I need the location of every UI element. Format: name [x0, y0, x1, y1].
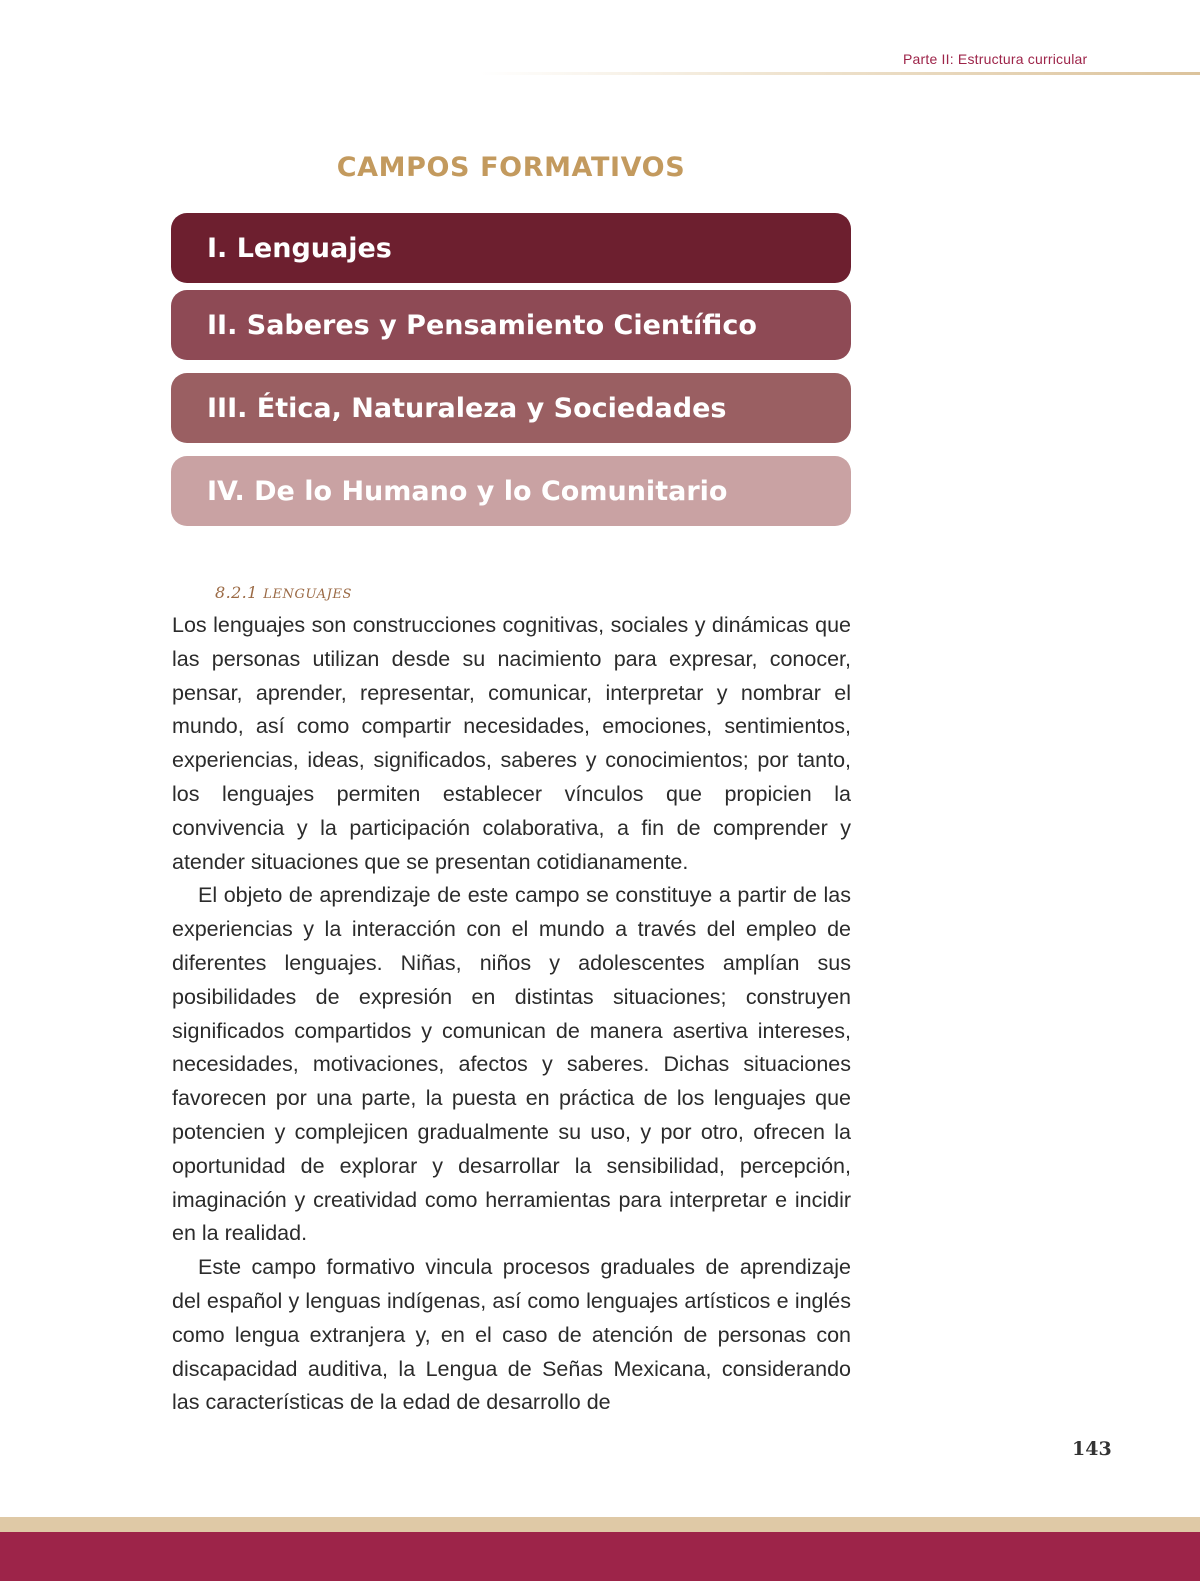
campo-label: III. Ética, Naturaleza y Sociedades: [207, 392, 727, 424]
campo-label: II. Saberes y Pensamiento Científico: [207, 309, 757, 341]
running-header: Parte II: Estructura curricular: [903, 51, 1088, 67]
campo-saberes: [171, 290, 851, 360]
footer-band: [0, 1532, 1200, 1581]
footer-strip: [0, 1517, 1200, 1532]
campo-label: I. Lenguajes: [207, 232, 392, 264]
campo-label: IV. De lo Humano y lo Comunitario: [207, 475, 728, 507]
campo-humano: [171, 456, 851, 526]
page-number: 143: [1072, 1438, 1112, 1460]
campo-lenguajes: [171, 213, 851, 283]
campos-title: CAMPOS FORMATIVOS: [336, 152, 686, 183]
paragraph: El objeto de aprendizaje de este campo se constituye a partir de las experiencias y la interacción con el mundo a través del empleo de diferentes lenguajes. Niñas, niños y adolescentes amplían sus posibilidades de expresión en distintas situaciones; construyen significados compartidos y comunican de manera asertiva intereses, necesidades, motivaciones, afectos y saberes. Dichas situaciones favorecen por una parte, la puesta en práctica de los lenguajes que potencien y complejicen gradualmente su uso, y por otro, ofrecen la oportunidad de explorar y desarrollar la sensibilidad, percepción, imaginación y creatividad como herramientas para interpretar e incidir en la realidad.: [172, 883, 851, 1246]
section-heading: [215, 583, 352, 602]
body-text: [172, 609, 851, 1420]
section-title: LENGUAJES: [263, 587, 353, 602]
paragraph: Este campo formativo vincula procesos graduales de aprendizaje del español y lenguas indígenas, así como lenguajes artísticos e inglés como lengua extranjera y, en el caso de atención de personas con discapacidad auditiva, la Lengua de Señas Mexicana, considerando las características de la edad de desarrollo de: [172, 1255, 851, 1415]
header-divider: [480, 72, 1200, 75]
section-number: 8.2.1: [215, 583, 258, 602]
paragraph: Los lenguajes son construcciones cognitivas, sociales y dinámicas que las personas utilizan desde su nacimiento para expresar, conocer, pensar, aprender, representar, comunicar, interpretar y nombrar el mundo, así como compartir necesidades, emociones, sentimientos, experiencias, ideas, significados, saberes y conocimientos; por tanto, los lenguajes permiten establecer vínculos que propicien la convivencia y la participación colaborativa, a fin de comprender y atender situaciones que se presentan cotidianamente.: [172, 613, 851, 874]
campo-etica: [171, 373, 851, 443]
